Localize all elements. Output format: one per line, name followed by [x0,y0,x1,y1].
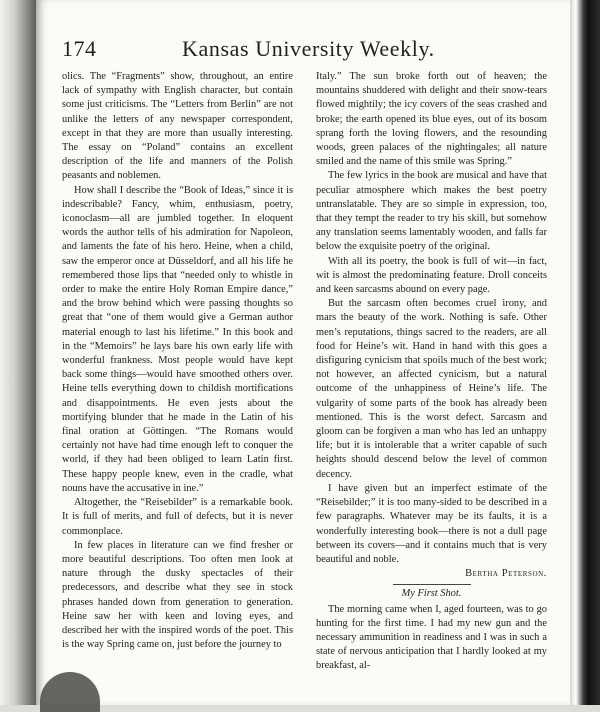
paragraph: With all its poetry, the book is full of wit—in fact, wit is almost the predominating feature. Droll conceits and keen sarcasms abound on every page. [316,255,547,296]
paragraph: The few lyrics in the book are musical and have that peculiar atmosphere which makes the best poetry untranslatable. They are so simple in expression, too, that they tempt the reader to try his skill, but somehow any translation seems lamentably wooden, and falls far below the exquisite poetry of the original. [316,170,547,253]
paragraph: The morning came when I, aged fourteen, was to go hunting for the first time. I had my new gun and the necessary ammunition in readiness and I was in such a state of nervous anticipation that I hardly looked at my breakfast, al- [316,603,547,672]
paragraph: olics. The “Fragments” show, throughout, an entire lack of sympathy with English character, but contain some just criticisms. The “Letters from Berlin” are not unlike the letters of any newspaper correspondent, except in that they are more than usually interesting. The essay on “Poland” contains an excellent description of the life and manners of the Polish peasants and noblemen. [62,71,293,182]
paragraph: Italy.” The sun broke forth out of heaven; the mountains shuddered with delight and their snow-tears flowed mightily; the icy covers of the seas crashed and broke; the earth opened its blue eyes, out of its bosom sprang forth the loving flowers, and the resounding woods, green palaces of the nightingales; all nature smiled and the name of this smile was Spring.” [316,71,547,168]
section-heading: My First Shot. [401,588,462,600]
page-number: 174 [62,36,97,61]
right-column [316,70,547,674]
paragraph: Altogether, the “Reisebilder” is a remarkable book. It is full of merits, and full of defects, but it is never commonplace. [62,497,293,537]
paragraph: In few places in literature can we find fresher or more beautiful descriptions. Too often men look at nature through the dusky spectacles of their predecessors, and describe what they see in stock phrases handed down from generation to generation. Heine saw her with keen and loving eyes, and described her with the inspired words of the poet. This is the way Spring came on, just before the journey to [62,539,293,651]
section-divider [393,584,471,585]
paragraph: But the sarcasm often becomes cruel irony, and mars the beauty of the work. Nothing is safe. Other men’s reputations, things sacred to the readers, are all food for Heine’s wit. Hand in hand with this goes a disfiguring cynicism that spoils much of the best work; not however, an affected cynicism, but a natural outcome of the unhappiness of Heine’s life. The vulgarity of some parts of the book has already been mentioned. This is the worst defect. Sarcasm and gloom can be forgiven a man who has led an unhappy life; but it is intolerable that a writer capable of such heights should descend below the level of common decency. [316,298,547,480]
book-spine-shadow [0,0,36,705]
page-edge-shadow [570,0,600,705]
left-column [62,70,293,652]
author-signature: Bertha Peterson. [465,568,547,580]
journal-title: Kansas University Weekly. [182,36,435,61]
paragraph: I have given but an imperfect estimate of the “Reisebilder;” it is too many-sided to be described in a few paragraphs. Whatever may be its faults, it is a wonderfully interesting book—there is not a dull page between its covers—and it contains much that is very beautiful and noble. [316,482,547,565]
paragraph: How shall I describe the “Book of Ideas,” since it is indescribable? Fancy, whim, enthusiasm, poetry, iconoclasm—all are jumbled together. In eloquent words the author tells of his admiration for Napoleon, and laments the fate of his hero. Heine, when a child, saw the emperor once at Düsseldorf, and all his life he remembered those lips that “needed only to whistle in order to make the entire Holy Roman Empire dance,” and the brow behind which were passing thoughts so great that “one of them would give a German author material enough to last his lifetime.” In this book and in the “Memoirs” he lays bare his own early life with wonderful frankness. Most people would have kept back some things—would have smoothed others over. Heine tells everything down to childish mortifications and disappointments. He even jests about the mortifying blunder that he made in the Latin of his final oration at Göttingen. “The Romans would certainly not have had time enough left to conquer the world, if they had been obliged to learn Latin first. These happy people knew, even in the cradle, what nouns have the accusative in ine.” [62,184,293,494]
page-header [62,36,560,66]
